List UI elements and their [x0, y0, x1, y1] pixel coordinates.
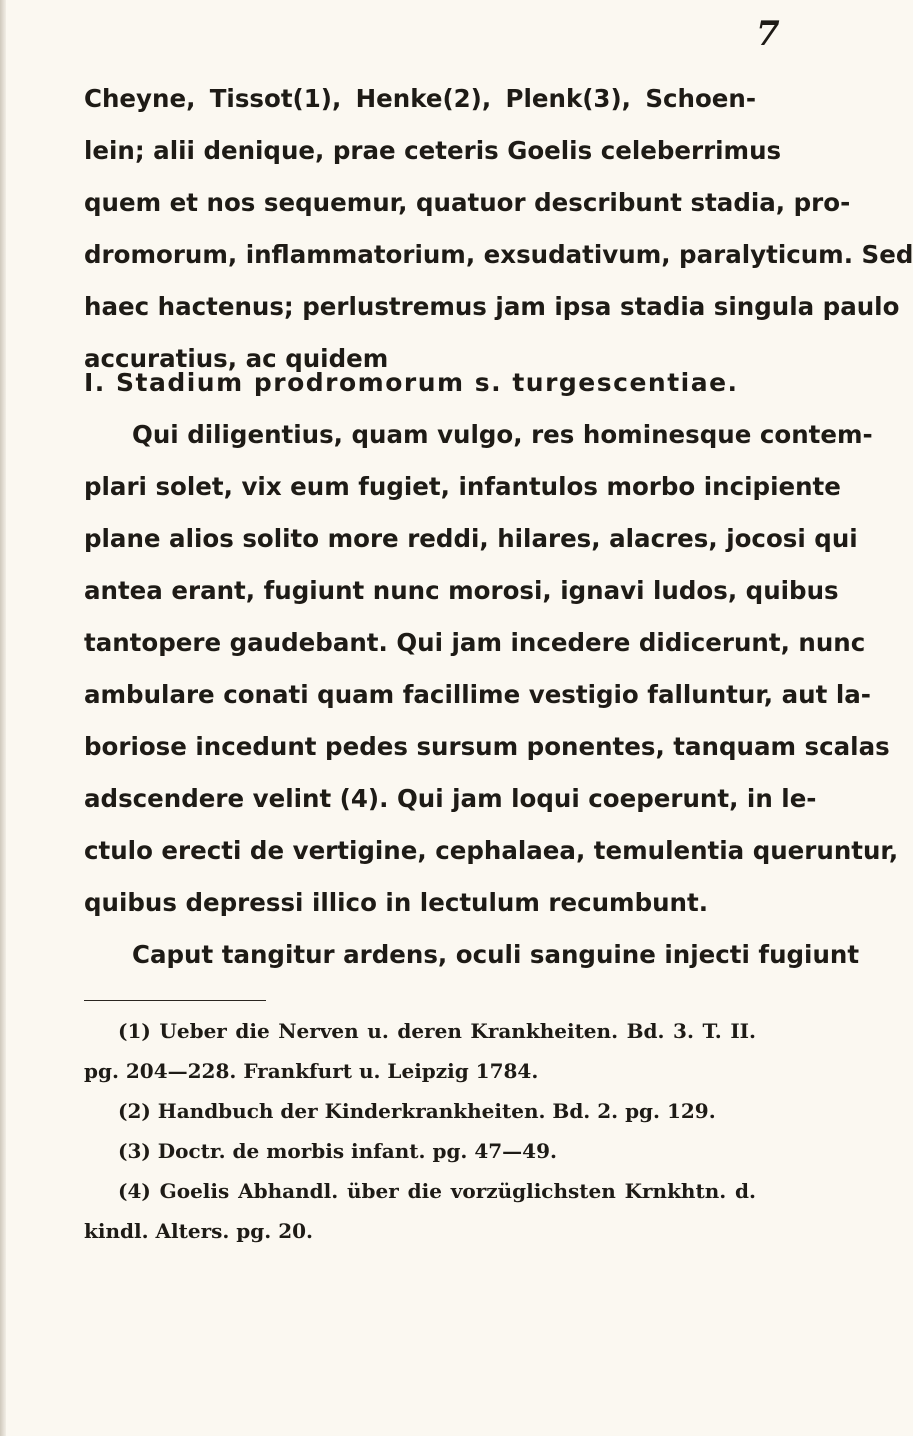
footnote-line: pg. 204—228. Frankfurt u. Leipzig 1784. [84, 1059, 539, 1083]
text-line: boriose incedunt pedes sursum ponentes, tanquam scalas [84, 732, 890, 761]
footnote-line: (3) Doctr. de morbis infant. pg. 47—49. [118, 1139, 557, 1163]
text-line: plari solet, vix eum fugiet, infantulos morbo incipiente [84, 472, 841, 501]
text-line: antea erant, fugiunt nunc morosi, ignavi ludos, quibus [84, 576, 839, 605]
text-line: accuratius, ac quidem [84, 344, 389, 373]
footnote-line: kindl. Alters. pg. 20. [84, 1219, 313, 1243]
text-line: ctulo erecti de vertigine, cephalaea, temulentia queruntur, [84, 836, 899, 865]
text-line: dromorum, inflammatorium, exsudativum, paralyticum. Sed [84, 240, 913, 269]
text-line: quem et nos sequemur, quatuor describunt stadia, pro- [84, 188, 851, 217]
footnote-line: (2) Handbuch der Kinderkrankheiten. Bd. 2. pg. 129. [118, 1099, 716, 1123]
text-line: Cheyne, Tissot(1), Henke(2), Plenk(3), Schoen- [84, 84, 756, 113]
page-number: 7 [756, 14, 780, 54]
text-line: lein; alii denique, prae ceteris Goelis celeberrimus [84, 136, 782, 165]
text-line: adscendere velint (4). Qui jam loqui coeperunt, in le- [84, 784, 817, 813]
text-line: tantopere gaudebant. Qui jam incedere didicerunt, nunc [84, 628, 866, 657]
text-line: quibus depressi illico in lectulum recumbunt. [84, 888, 709, 917]
page-left-edge [0, 0, 6, 1436]
text-line: haec hactenus; perlustremus jam ipsa stadia singula paulo [84, 292, 900, 321]
text-line: ambulare conati quam facillime vestigio falluntur, aut la- [84, 680, 871, 709]
section-heading: I. Stadium prodromorum s. turgescentiae. [84, 368, 739, 397]
text-line: plane alios solito more reddi, hilares, alacres, jocosi qui [84, 524, 858, 553]
footnote-line: (4) Goelis Abhandl. über die vorzüglichsten Krnkhtn. d. [118, 1179, 756, 1203]
text-line: Qui diligentius, quam vulgo, res hominesque contem- [132, 420, 873, 449]
footnote-line: (1) Ueber die Nerven u. deren Krankheiten. Bd. 3. T. II. [118, 1019, 756, 1043]
text-line: Caput tangitur ardens, oculi sanguine injecti fugiunt [132, 940, 860, 969]
footnote-divider [84, 1000, 266, 1001]
